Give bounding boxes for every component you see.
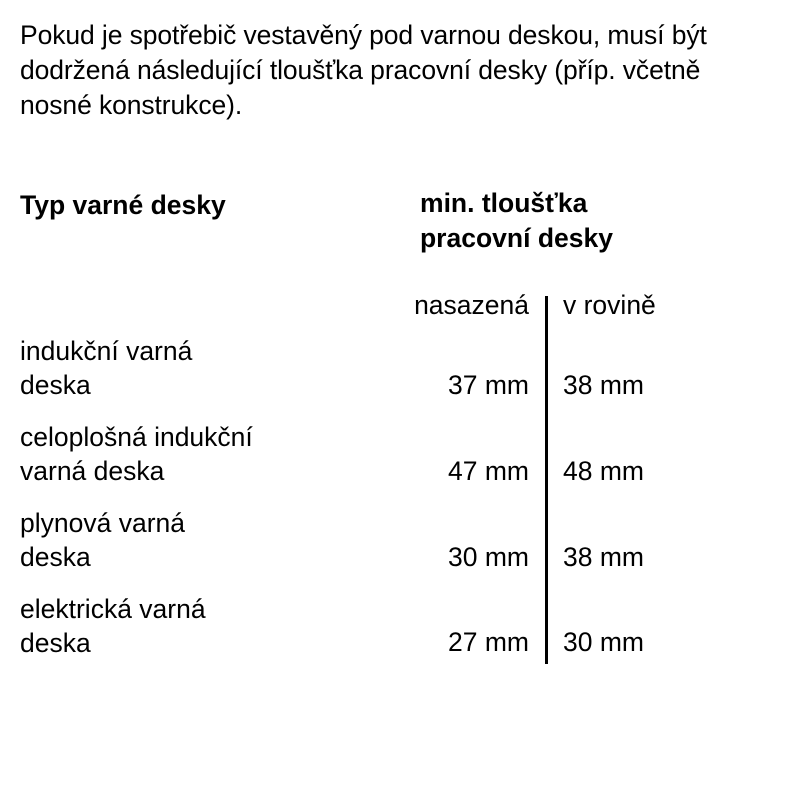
intro-paragraph: Pokud je spotřebič vestavěný pod varnou deskou, musí být dodržená následující tloušťka pracovní desky (příp. včetně nosné konstrukce).	[20, 20, 707, 121]
row-value-v-rovine: 38 mm	[563, 369, 644, 400]
header-thickness-line1: min. tloušťka	[420, 187, 588, 218]
table-row	[20, 335, 776, 403]
row-label-line1: plynová varná	[20, 507, 185, 538]
row-label	[20, 335, 345, 403]
column-divider	[545, 296, 548, 664]
row-label-line1: indukční varná	[20, 336, 193, 367]
subheader-col-a: nasazená	[414, 290, 529, 321]
row-value-v-rovine: 30 mm	[563, 627, 644, 658]
row-value-v-rovine: 38 mm	[563, 541, 644, 572]
row-value-nasazena: 37 mm	[448, 369, 529, 400]
table-row	[20, 593, 776, 661]
intro-text	[20, 18, 720, 124]
row-label	[20, 507, 345, 575]
row-value-v-rovine: 48 mm	[563, 455, 644, 486]
table-row	[20, 421, 776, 489]
table-subheader-row	[20, 290, 776, 321]
header-thickness-line2: pracovní desky	[420, 222, 613, 253]
row-label-line2: varná deska	[20, 455, 165, 486]
row-value-nasazena: 30 mm	[448, 541, 529, 572]
row-value-nasazena: 47 mm	[448, 455, 529, 486]
table-header-row	[20, 186, 776, 256]
row-label-line1: celoplošná indukční	[20, 421, 253, 452]
row-value-nasazena: 27 mm	[448, 627, 529, 658]
row-label-line2: deska	[20, 627, 91, 658]
row-label-line1: elektrická varná	[20, 593, 206, 624]
row-label-line2: deska	[20, 541, 91, 572]
thickness-table	[20, 186, 776, 661]
table-row	[20, 507, 776, 575]
row-label-line2: deska	[20, 370, 91, 401]
subheader-col-b: v rovině	[563, 290, 656, 321]
row-label	[20, 593, 345, 661]
header-type-label: Typ varné desky	[20, 189, 226, 220]
header-thickness-label	[398, 186, 613, 256]
row-label	[20, 421, 345, 489]
